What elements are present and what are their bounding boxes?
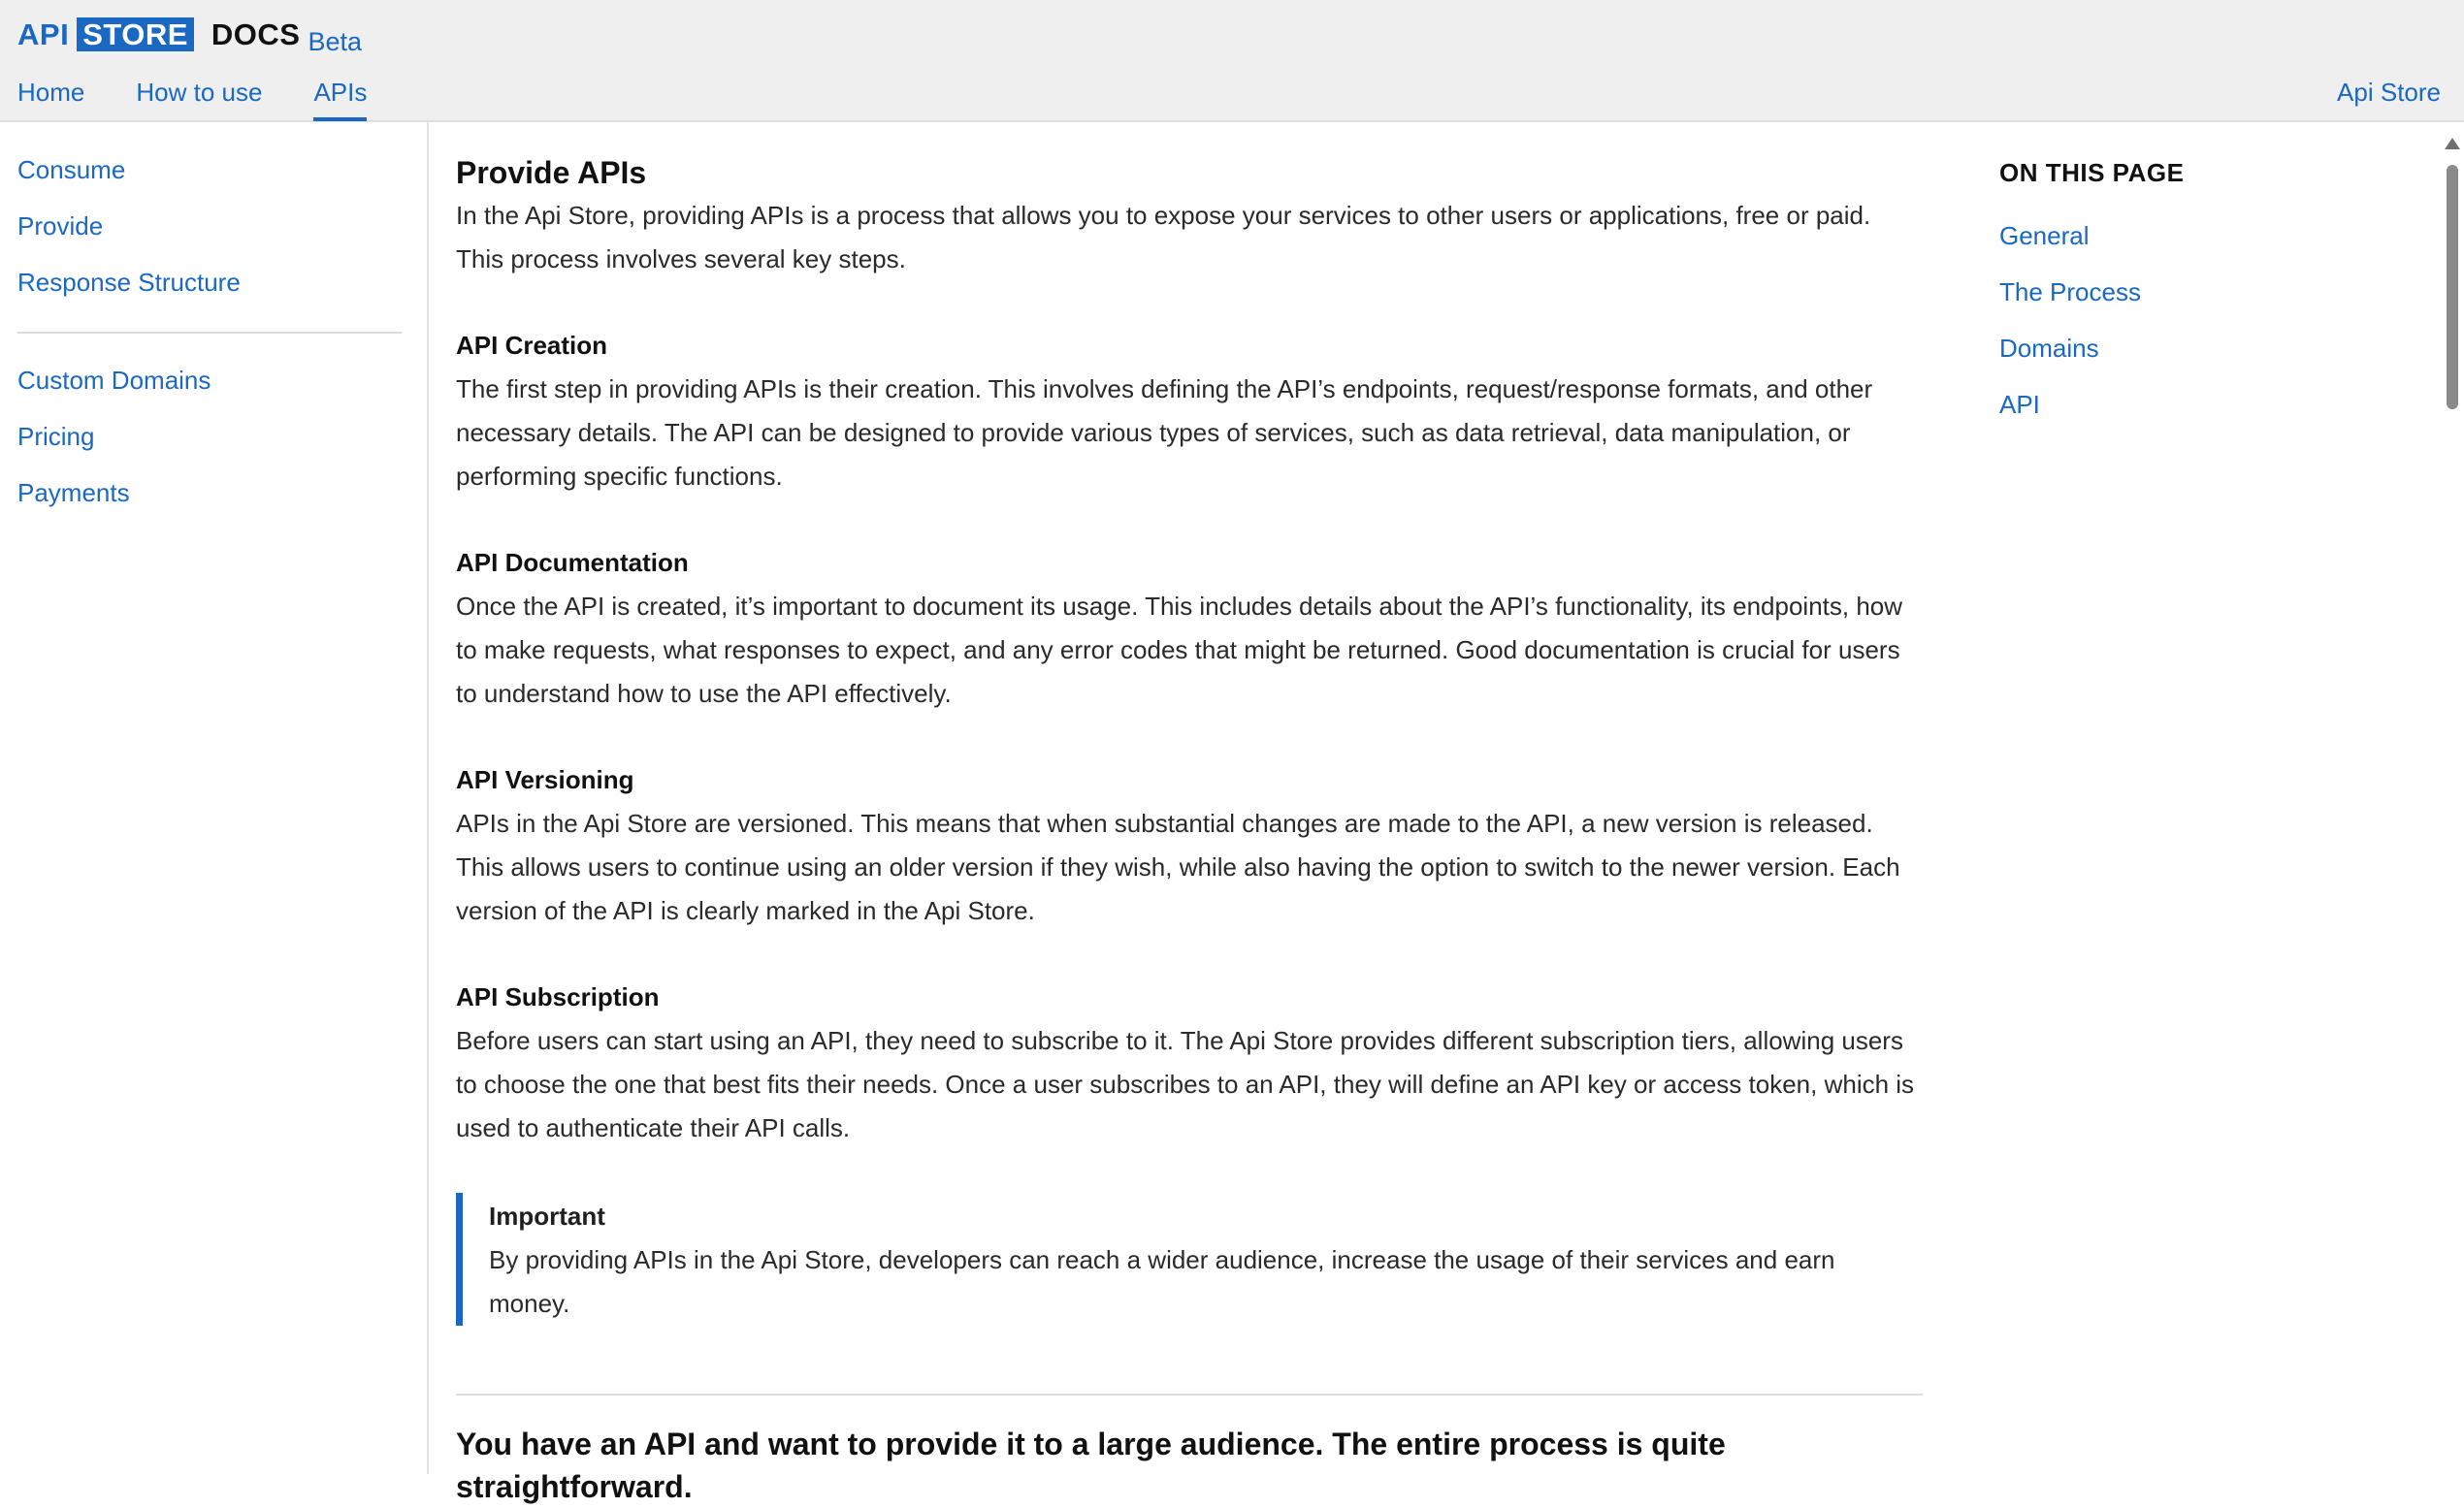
top-header: [0, 0, 2464, 122]
section-body: The first step in providing APIs is their creation. This involves defining the API’s endpoints, request/response formats, and other necessary details. The API can be designed to provide various types of services, such as data retrieval, data manipulation, or performing specific functions.: [456, 374, 1873, 491]
sidebar-item-payments[interactable]: Payments: [17, 478, 130, 507]
nav-apis[interactable]: APIs: [313, 78, 367, 117]
lead-heading: You have an API and want to provide it to a large audience. The entire process is quite straightforward.: [456, 1427, 1726, 1504]
section-body: APIs in the Api Store are versioned. This means that when substantial changes are made to the API, a new version is released. This allows users to continue using an older version if they wish, while also having the option to switch to the newer version. Each version of the API is clearly marked in the Api Store.: [456, 809, 1900, 925]
section-heading: API Creation: [456, 331, 608, 360]
page-title: Provide APIs: [456, 155, 647, 190]
logo-docs-text: DOCS: [211, 17, 301, 51]
scroll-up-arrow-icon[interactable]: [2445, 138, 2460, 149]
scrollbar-thumb[interactable]: [2447, 165, 2458, 409]
section-api-versioning: [456, 758, 1923, 933]
api-store-link[interactable]: Api Store: [2337, 78, 2441, 107]
toc-item-general[interactable]: General: [1999, 221, 2090, 250]
left-sidebar: [0, 122, 429, 1474]
sidebar-divider: [17, 332, 402, 334]
section-heading: API Subscription: [456, 982, 660, 1011]
section-heading: API Documentation: [456, 548, 689, 577]
toc-item-the-process[interactable]: The Process: [1999, 277, 2141, 306]
content-divider: [456, 1394, 1923, 1396]
sidebar-item-response-structure[interactable]: Response Structure: [17, 268, 241, 297]
toc-item-api[interactable]: API: [1999, 390, 2040, 419]
sidebar-item-custom-domains[interactable]: Custom Domains: [17, 366, 211, 395]
sidebar-item-provide[interactable]: Provide: [17, 211, 104, 241]
on-this-page-toc: [1999, 151, 2407, 433]
important-callout: [456, 1193, 1923, 1326]
section-heading: API Versioning: [456, 765, 634, 794]
logo-api-text: API: [17, 17, 70, 51]
sidebar-group-main: [17, 142, 241, 310]
logo-store-badge: STORE: [77, 17, 194, 51]
site-logo[interactable]: [17, 17, 362, 56]
nav-home[interactable]: Home: [17, 78, 85, 107]
sidebar-item-pricing[interactable]: Pricing: [17, 422, 95, 451]
top-nav: [17, 78, 418, 117]
toc-item-domains[interactable]: Domains: [1999, 334, 2099, 363]
callout-body: By providing APIs in the Api Store, developers can reach a wider audience, increase the usage of their services and earn money.: [489, 1245, 1835, 1318]
section-body: Once the API is created, it’s important to document its usage. This includes details about the API’s functionality, its endpoints, how to make requests, what responses to expect, and any error codes that might be returned. Good documentation is crucial for users to understand how to use the API effectively.: [456, 592, 1903, 708]
section-body: Before users can start using an API, they need to subscribe to it. The Api Store provides different subscription tiers, allowing users to choose the one that best fits their needs. Once a user subscribes to an API, they will define an API key or access token, which is used to authenticate their API calls.: [456, 1026, 1915, 1142]
sidebar-item-consume[interactable]: Consume: [17, 155, 126, 184]
toc-title: ON THIS PAGE: [1999, 158, 2185, 187]
page-scrollbar[interactable]: [2439, 126, 2464, 1474]
section-api-documentation: [456, 541, 1923, 716]
main-content: [456, 122, 1923, 1504]
callout-title: Important: [489, 1202, 605, 1231]
beta-label: Beta: [308, 27, 363, 56]
intro-paragraph: In the Api Store, providing APIs is a process that allows you to expose your services to other users or applications, free or paid. This process involves several key steps.: [456, 201, 1871, 273]
section-api-subscription: [456, 976, 1923, 1150]
sidebar-group-extra: [17, 352, 211, 521]
nav-how-to-use[interactable]: How to use: [136, 78, 263, 107]
section-api-creation: [456, 324, 1923, 498]
